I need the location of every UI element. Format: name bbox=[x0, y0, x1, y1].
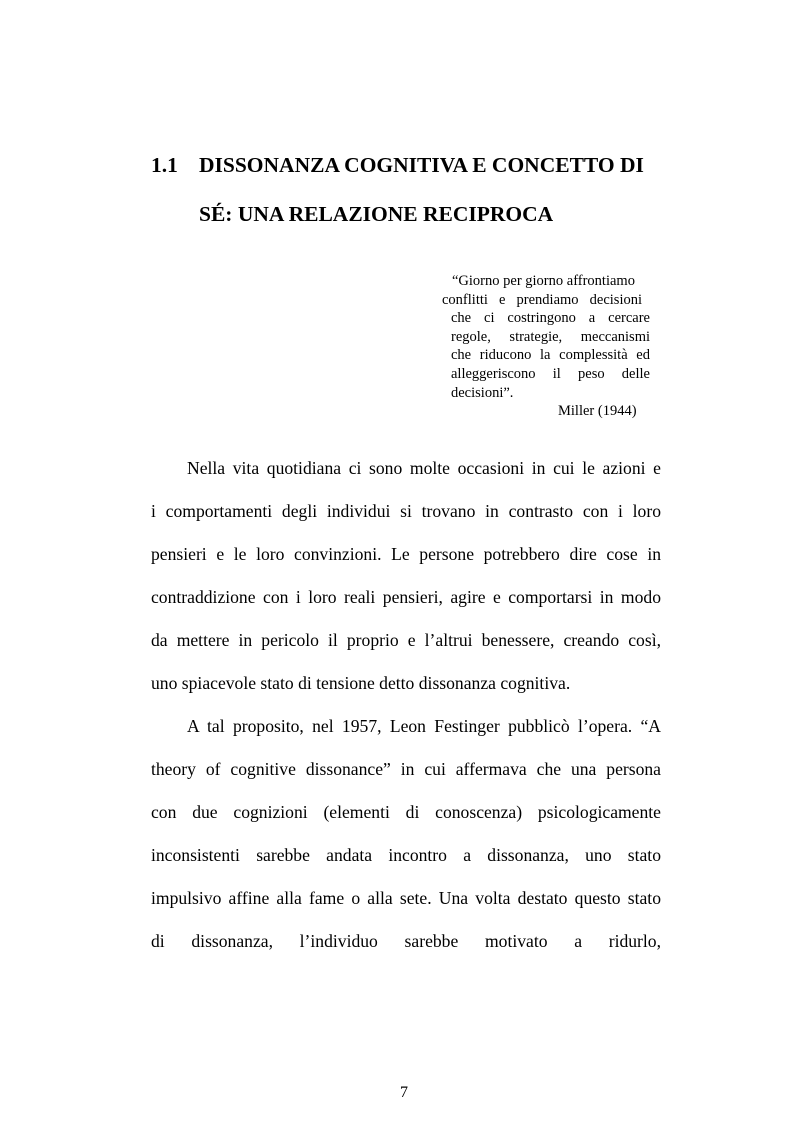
epigraph-line: conflitti e prendiamo decisioni bbox=[442, 291, 642, 308]
paragraph-line: di dissonanza, l’individuo sarebbe motivato a ridurlo, bbox=[151, 931, 661, 951]
epigraph-attribution: Miller (1944) bbox=[558, 403, 637, 419]
paragraph-line: uno spiacevole stato di tensione detto dissonanza cognitiva. bbox=[151, 673, 571, 693]
paragraph-line: pensieri e le loro convinzioni. Le persone potrebbero dire cose in bbox=[151, 544, 661, 564]
paragraph-line: da mettere in pericolo il proprio e l’altrui benessere, creando così, bbox=[151, 630, 661, 650]
paragraph-line: theory of cognitive dissonance” in cui affermava che una persona bbox=[151, 759, 661, 779]
paragraph-line: con due cognizioni (elementi di conoscenza) psicologicamente bbox=[151, 802, 661, 822]
epigraph-line: alleggeriscono il peso delle bbox=[451, 365, 650, 382]
epigraph-line: che riducono la complessità ed bbox=[451, 347, 650, 364]
section-title-line-1: DISSONANZA COGNITIVA E CONCETTO DI bbox=[199, 153, 644, 177]
paragraph-line: contraddizione con i loro reali pensieri, agire e comportarsi in modo bbox=[151, 587, 661, 607]
page-number: 7 bbox=[400, 1084, 408, 1101]
epigraph-line: “Giorno per giorno affrontiamo bbox=[452, 273, 635, 289]
epigraph-line: regole, strategie, meccanismi bbox=[451, 328, 650, 345]
paragraph-line: inconsistenti sarebbe andata incontro a dissonanza, uno stato bbox=[151, 845, 661, 865]
paragraph-line: impulsivo affine alla fame o alla sete. Una volta destato questo stato bbox=[151, 888, 661, 908]
paragraph-line: A tal proposito, nel 1957, Leon Festinger pubblicò l’opera. “A bbox=[187, 716, 661, 736]
section-number: 1.1 bbox=[151, 153, 178, 177]
paragraph-line: Nella vita quotidiana ci sono molte occasioni in cui le azioni e bbox=[187, 458, 661, 478]
epigraph bbox=[442, 272, 654, 419]
section-title-line-2: SÉ: UNA RELAZIONE RECIPROCA bbox=[199, 202, 554, 226]
epigraph-line: decisioni”. bbox=[451, 384, 514, 401]
paragraph-line: i comportamenti degli individui si trovano in contrasto con i loro bbox=[151, 501, 661, 521]
epigraph-line: che ci costringono a cercare bbox=[451, 310, 650, 327]
